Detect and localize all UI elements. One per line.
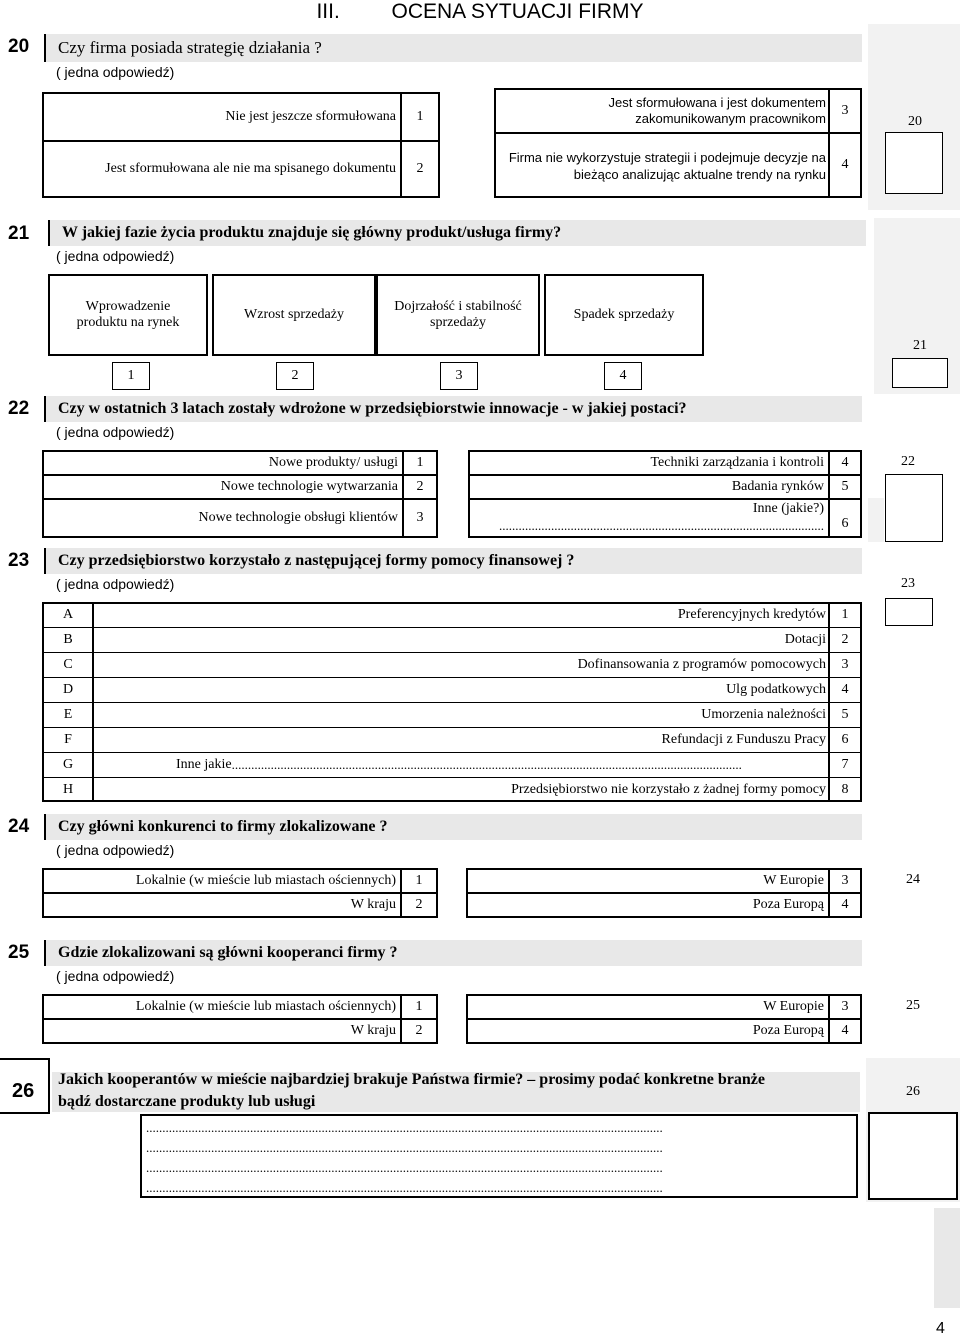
question-23 [0, 546, 960, 806]
option-label: W kraju [350, 897, 396, 912]
answer-box-23[interactable] [885, 598, 933, 626]
question-number: 25 [8, 942, 30, 963]
fill-in-line[interactable]: ............................................................................................................................................................... [146, 1140, 663, 1155]
option-label: Poza Europą [752, 897, 824, 912]
option-code[interactable]: 2 [276, 362, 314, 390]
answer-box-20[interactable] [885, 132, 943, 194]
option-label: Techniki zarządzania i kontroli [650, 455, 824, 470]
question-20 [0, 30, 960, 210]
option-code[interactable]: 1 [841, 606, 849, 622]
row-letter: C [63, 656, 73, 672]
question-number: 23 [8, 550, 30, 571]
hint: ( jedna odpowiedź) [56, 64, 175, 80]
answer-label: 25 [906, 998, 920, 1013]
answer-label: 24 [906, 872, 920, 887]
option-label: Wzrost sprzedaży [212, 274, 376, 356]
option-label: Ulg podatkowych [726, 681, 826, 697]
option-code[interactable]: 2 [415, 1023, 423, 1038]
fill-in-line[interactable]: ............................................................................................................................................................... [146, 1120, 663, 1135]
section-title: OCENA SYTUACJI FIRMY [391, 0, 644, 23]
option-code[interactable]: 2 [416, 161, 424, 176]
option-code[interactable]: 4 [841, 455, 849, 470]
option-code[interactable]: 6 [841, 731, 849, 747]
option-code[interactable]: 4 [841, 681, 849, 697]
option-code[interactable]: 1 [415, 999, 423, 1014]
answer-label: 20 [908, 114, 922, 129]
option-label: Poza Europą [752, 1023, 824, 1038]
option-label: Spadek sprzedaży [544, 274, 704, 356]
question-text-line2: bądź dostarczane produkty lub usługi [58, 1093, 316, 1110]
option-label: Jest sformułowana ale nie ma spisanego dokumentu [105, 161, 396, 176]
option-code[interactable]: 4 [841, 897, 849, 912]
hint: ( jedna odpowiedź) [56, 576, 175, 592]
row-letter: B [63, 631, 73, 647]
question-text: Czy przedsiębiorstwo korzystało z następującej formy pomocy finansowej ? [58, 552, 575, 569]
question-text-line1: Jakich kooperantów w mieście najbardziej brakuje Państwa firmie? – prosimy podać konkretne branże [58, 1071, 765, 1088]
row-letter: E [63, 706, 73, 722]
section-number: III. [316, 0, 340, 23]
option-label: Lokalnie (w mieście lub miastach ościennych) [135, 873, 396, 888]
answer-label: 26 [906, 1084, 920, 1099]
answer-label: 23 [901, 576, 915, 591]
hint: ( jedna odpowiedź) [56, 248, 175, 264]
option-label: W Europie [763, 873, 824, 888]
option-label: W Europie [763, 999, 824, 1014]
question-text: Czy główni konkurenci to firmy zlokalizowane ? [58, 818, 388, 835]
answer-label: 21 [913, 338, 927, 353]
option-code[interactable]: 3 [841, 103, 849, 118]
option-label: Wprowadzenie produktu na rynek [48, 274, 208, 356]
option-code[interactable]: 3 [841, 873, 849, 888]
row-letter: A [62, 606, 74, 622]
option-label: Lokalnie (w mieście lub miastach ościennych) [135, 999, 396, 1014]
fill-in-line[interactable]: ............................................................................................................................................................... [146, 1160, 663, 1175]
option-label: Nie jest jeszcze sformułowana [225, 109, 396, 124]
hint: ( jedna odpowiedź) [56, 424, 175, 440]
fill-in-line[interactable]: .................................................................................................... [499, 518, 824, 533]
option-label: Dotacji [784, 631, 826, 647]
question-number: 26 [12, 1080, 35, 1102]
option-code[interactable]: 5 [841, 479, 849, 494]
option-label: W kraju [350, 1023, 396, 1038]
row-letter: D [62, 681, 74, 697]
option-code[interactable]: 1 [415, 873, 423, 888]
row-letter: H [62, 781, 74, 797]
fill-in-line[interactable]: ............................................................................................................................................................. [231, 756, 742, 772]
answer-box-22[interactable] [885, 474, 943, 542]
option-code[interactable]: 8 [841, 781, 849, 797]
question-number: 21 [8, 223, 30, 244]
option-label: Nowe produkty/ usługi [268, 455, 398, 470]
row-letter: F [64, 731, 72, 747]
option-code[interactable]: 3 [841, 656, 849, 672]
option-label: Refundacji z Funduszu Pracy [661, 731, 826, 747]
option-label: Firma nie wykorzystuje strategii i podejmuje decyzje na bieżąco analizując aktualne trendy na rynku [508, 150, 826, 182]
hint: ( jedna odpowiedź) [56, 842, 175, 858]
question-21 [0, 218, 960, 394]
option-label: Jest sformułowana i jest dokumentem zakomunikowanym pracownikom [608, 95, 826, 126]
hint: ( jedna odpowiedź) [56, 968, 175, 984]
option-code[interactable]: 4 [841, 1023, 849, 1038]
option-code[interactable]: 3 [440, 362, 478, 390]
question-number: 20 [8, 36, 30, 57]
option-code[interactable]: 2 [415, 897, 423, 912]
option-code[interactable]: 7 [841, 756, 849, 772]
answer-box-26[interactable] [868, 1112, 958, 1200]
option-code[interactable]: 1 [416, 109, 424, 124]
option-code[interactable]: 4 [841, 157, 849, 172]
option-code[interactable]: 5 [841, 706, 849, 722]
option-label: Przedsiębiorstwo nie korzystało z żadnej formy pomocy [511, 781, 826, 797]
question-number: 22 [8, 398, 30, 419]
option-code[interactable]: 2 [416, 479, 424, 494]
question-22 [0, 394, 960, 544]
option-label: Badania rynków [731, 479, 824, 494]
option-code[interactable]: 6 [841, 516, 849, 531]
option-code[interactable]: 3 [416, 510, 424, 525]
fill-in-line[interactable]: ............................................................................................................................................................... [146, 1180, 663, 1195]
option-code[interactable]: 1 [112, 362, 150, 390]
option-code[interactable]: 2 [841, 631, 849, 647]
option-label: Nowe technologie wytwarzania [220, 479, 398, 494]
option-label: Nowe technologie obsługi klientów [198, 510, 398, 525]
question-number: 24 [8, 816, 30, 837]
option-code[interactable]: 1 [416, 455, 424, 470]
other-fill-in[interactable] [176, 752, 826, 777]
question-text: Czy firma posiada strategię działania ? [58, 38, 322, 57]
option-label: Inne (jakie?) [752, 501, 824, 516]
question-26 [0, 1058, 960, 1208]
option-label: Umorzenia należności [701, 706, 826, 722]
option-label: Preferencyjnych kredytów [677, 606, 826, 622]
option-label: Dojrzałość i stabilność sprzedaży [376, 274, 540, 356]
option-label: Dofinansowania z programów pomocowych [577, 656, 826, 672]
option-code[interactable]: 3 [841, 999, 849, 1014]
question-25 [0, 938, 960, 1046]
option-code[interactable]: 4 [604, 362, 642, 390]
question-text: Czy w ostatnich 3 latach zostały wdrożone w przedsiębiorstwie innowacje - w jakiej postaci? [58, 400, 687, 417]
row-letter: G [62, 756, 74, 772]
question-text: Gdzie zlokalizowani są główni kooperanci firmy ? [58, 944, 398, 961]
page-number: 4 [936, 1320, 945, 1337]
question-24 [0, 812, 960, 920]
answer-box-21[interactable] [892, 358, 948, 388]
option-label: Inne jakie [176, 756, 232, 772]
answer-label: 22 [901, 454, 915, 469]
question-text: W jakiej fazie życia produktu znajduje się główny produkt/usługa firmy? [62, 224, 562, 241]
